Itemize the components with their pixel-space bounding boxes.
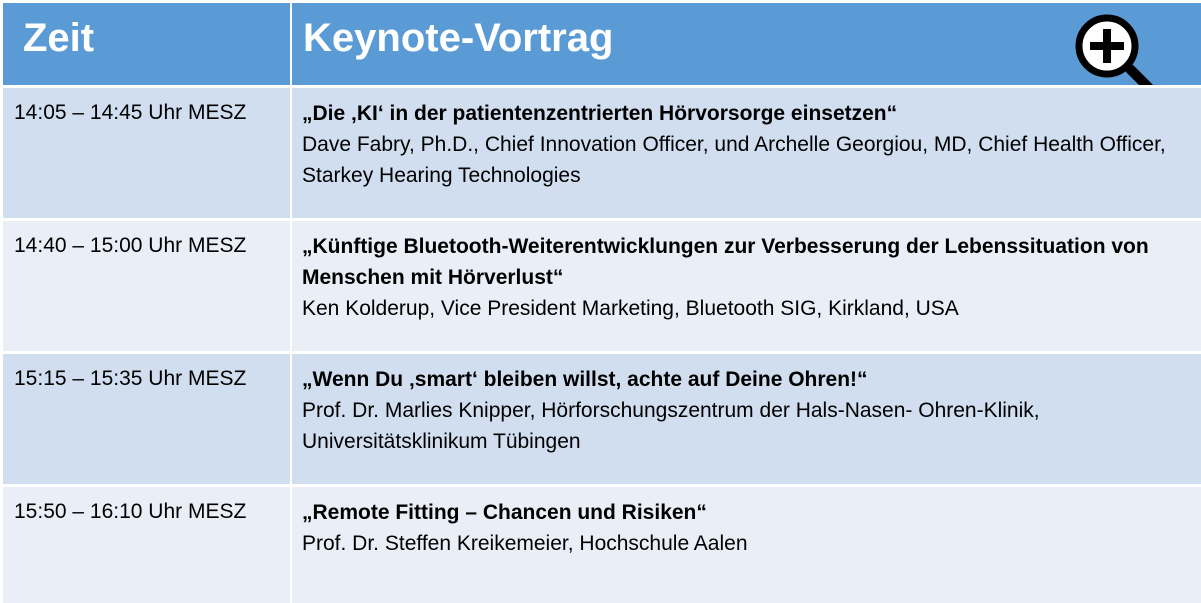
session-time: 14:05 – 14:45 Uhr MESZ [3,88,290,218]
session-time: 15:50 – 16:10 Uhr MESZ [3,487,290,603]
session-title: „Remote Fitting – Chancen und Risiken“ [302,501,707,524]
column-header-keynote [292,3,1201,85]
session-speakers: Dave Fabry, Ph.D., Chief Innovation Officer, und Archelle Georgiou, MD, Chief Health Officer, Starkey Hearing Technologies [302,133,1166,187]
session-title: „Künftige Bluetooth-Weiterentwicklungen zur Verbesserung der Lebenssituation von Menschen mit Hörverlust“ [302,235,1149,289]
session-talk [292,221,1201,351]
column-header-keynote-label: Keynote-Vortrag [303,16,614,60]
session-title: „Wenn Du ‚smart‘ bleiben willst, achte auf Deine Ohren!“ [302,368,868,391]
session-talk [292,354,1201,484]
session-speakers: Ken Kolderup, Vice President Marketing, Bluetooth SIG, Kirkland, USA [302,297,959,320]
session-talk [292,487,1201,603]
zoom-in-magnifier-icon[interactable] [1073,12,1159,85]
session-speakers: Prof. Dr. Steffen Kreikemeier, Hochschule Aalen [302,532,748,555]
session-time: 14:40 – 15:00 Uhr MESZ [3,221,290,351]
session-speakers: Prof. Dr. Marlies Knipper, Hörforschungszentrum der Hals-Nasen- Ohren-Klinik, Universitätsklinikum Tübingen [302,399,1040,453]
session-time: 15:15 – 15:35 Uhr MESZ [3,354,290,484]
session-title: „Die ‚KI‘ in der patientenzentrierten Hörvorsorge einsetzen“ [302,102,898,125]
session-talk [292,88,1201,218]
column-header-time: Zeit [3,3,290,85]
keynote-schedule-table [3,3,1199,600]
